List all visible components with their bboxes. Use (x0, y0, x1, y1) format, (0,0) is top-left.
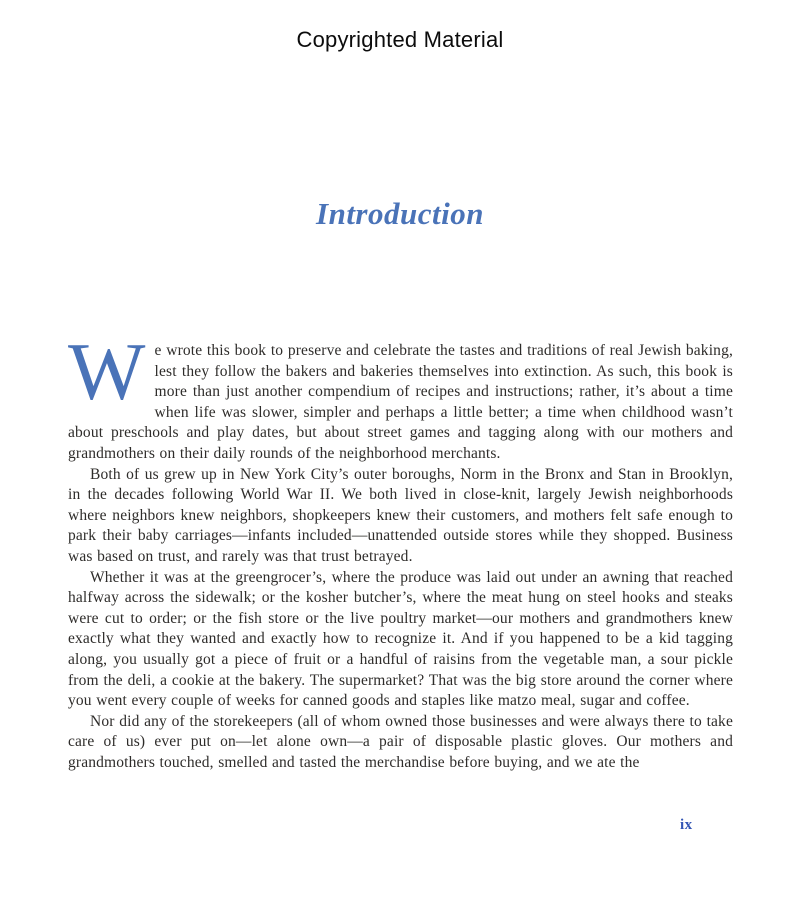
chapter-title: Introduction (316, 196, 484, 231)
paragraph: Both of us grew up in New York City’s outer boroughs, Norm in the Bronx and Stan in Brooklyn, in the decades following World War II. We both lived in close-knit, largely Jewish neighborhoods where neighbors knew neighbors, shopkeepers knew their customers, and mothers felt safe enough to park their baby carriages—infants included—unattended outside stores while they shopped. Business was based on trust, and rarely was that trust betrayed. (68, 465, 733, 565)
copyright-notice: Copyrighted Material (296, 27, 504, 52)
drop-cap-letter: W (68, 326, 146, 417)
paragraph-text: e wrote this book to preserve and celebrate the tastes and traditions of real Jewish baking, lest they follow the bakers and bakeries themselves into extinction. As such, this book is more than just another compendium of recipes and instructions; rather, it’s about a time when life was slower, simpler and perhaps a little better; a time when childhood wasn’t about preschools and play dates, but about street games and tagging along with our mothers and grandmothers on their daily rounds of the neighborhood merchants. (68, 342, 733, 462)
paragraph (68, 326, 733, 465)
page-number: ix (680, 817, 693, 833)
paragraph: Nor did any of the storekeepers (all of whom owned those businesses and were always there to take care of us) ever put on—let alone own—a pair of disposable plastic gloves. Our mothers and grandmothers touched, smelled and tasted the merchandise before buying, and we ate the (68, 712, 733, 771)
paragraph: Whether it was at the greengrocer’s, where the produce was laid out under an awning that reached halfway across the sidewalk; or the kosher butcher’s, where the meat hung on steel hooks and steaks were cut to order; or the fish store or the live poultry market—our mothers and grandmothers knew exactly what they wanted and exactly how to recognize it. And if you happened to be a kid tagging along, you usually got a piece of fruit or a handful of raisins from the vegetable man, a sour pickle from the deli, a cookie at the bakery. The supermarket? That was the big store around the corner where you went every couple of weeks for canned goods and staples like matzo meal, sugar and coffee. (68, 568, 733, 710)
body-text (68, 326, 733, 773)
